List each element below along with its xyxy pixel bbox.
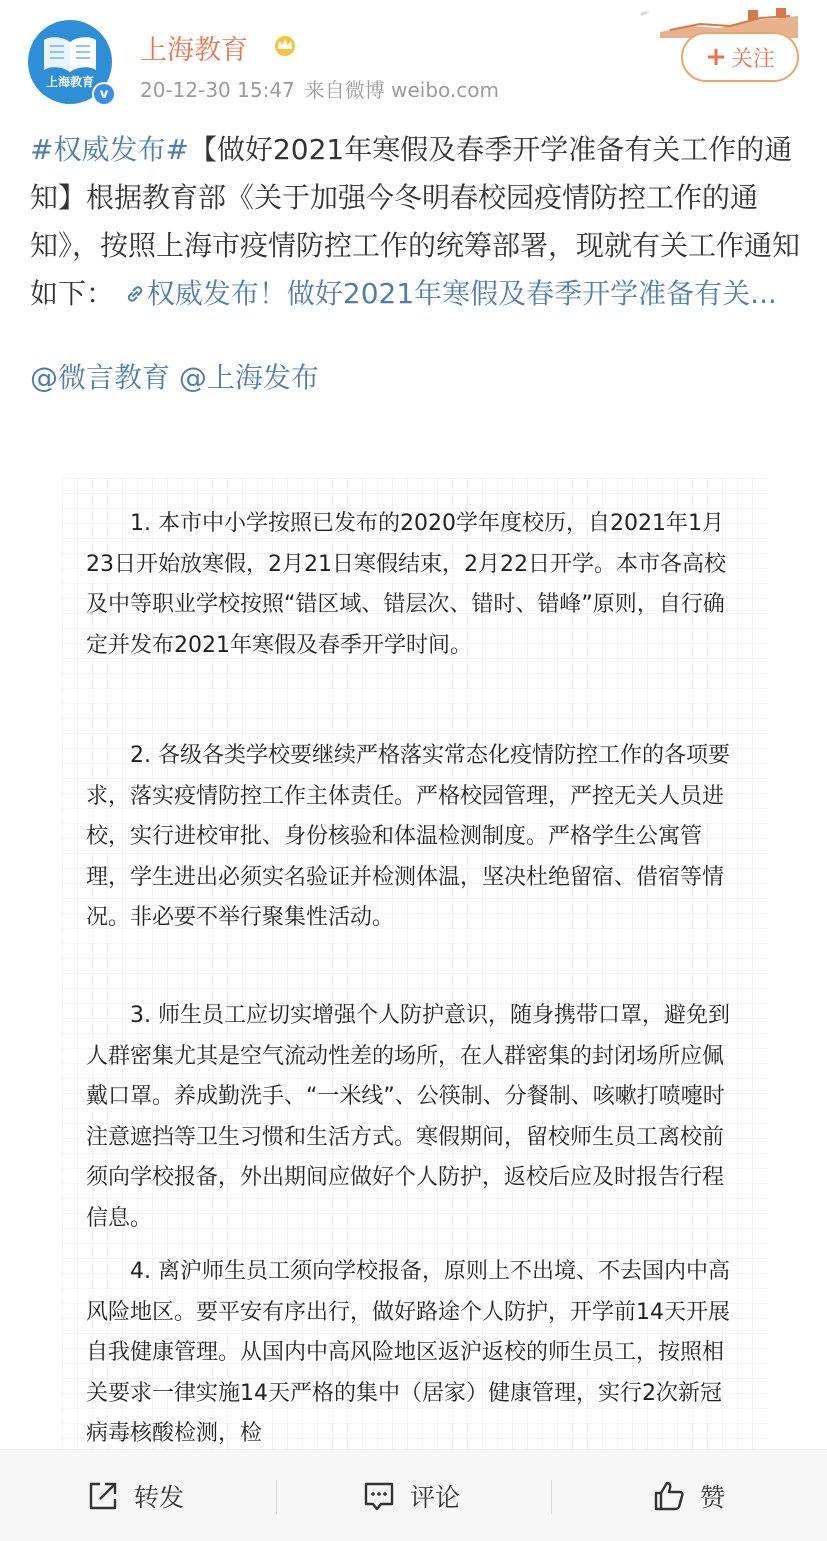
post-text: 【做好2021年寒假及春季开学准备有关工作的通知】根据教育部《关于加强今冬明春校园疫情防控工作的通知》，按照上海市疫情防控工作的统筹部署，现就有关工作通知如下： [30,133,801,310]
avatar-label: 上海教育 [45,75,94,89]
comment-label: 评论 [410,1483,461,1512]
repost-button[interactable] [86,1450,184,1541]
notice-paragraph: 2. 各级各类学校要继续严格落实常态化疫情防控工作的各项要求，落实疫情防控工作主体责任。严格校园管理，严控无关人员进校，实行进校审批、身份核验和体温检测制度。严格学生公寓管理，学生进出必须实名验证并检测体温，坚决杜绝留宿、借宿等情况。非必要不举行聚集性活动。 [86,743,730,930]
notice-paragraph: 3. 师生员工应切实增强个人防护意识，随身携带口罩，避免到人群密集尤其是空气流动性差的场所，在人群密集的封闭场所应佩戴口罩。养成勤洗手、“一米线”、公筷制、分餐制、咳嗽打喷嚏时注意遮挡等卫生习惯和生活方式。寒假期间，留校师生员工离校前须向学校报备，外出期间应做好个人防护，返校后应及时报告行程信息。 [86,1003,730,1231]
follow-button[interactable] [681,32,799,82]
account-name[interactable]: 上海教育 [140,35,248,66]
action-bar [0,1449,827,1541]
divider [276,1480,277,1514]
post-body [30,126,805,318]
notice-paragraph: 4. 离沪师生员工须向学校报备，原则上不出境、不去国内中高风险地区。要平安有序出行，做好路途个人防护，开学前14天开展自我健康管理。从国内中高风险地区返沪返校的师生员工，按照相关要求一律实施14天严格的集中（居家）健康管理，实行2次新冠病毒核酸检测，检 [86,1259,730,1446]
verified-badge-icon: v [92,82,116,106]
timestamp: 20-12-30 15:47 [140,78,295,102]
notice-image[interactable] [62,478,767,1450]
mention-link[interactable]: @微言教育 [30,361,171,394]
crown-icon [272,34,298,56]
mentions [30,356,319,400]
comment-button[interactable] [362,1450,460,1541]
article-link[interactable] [123,277,777,310]
repost-label: 转发 [134,1483,185,1512]
plus-icon: + [705,42,727,72]
like-label: 赞 [700,1483,726,1512]
hashtag-link[interactable]: #权威发布# [30,133,189,166]
notice-paragraph: 1. 本市中小学按照已发布的2020学年度校历，自2021年1月23日开始放寒假，2月21日寒假结束，2月22日开学。本市各高校及中等职业学校按照“错区域、错层次、错时、错峰”原则，自行确定并发布2021年寒假及春季开学时间。 [86,511,726,658]
comment-icon [362,1479,396,1513]
book-icon [42,34,98,74]
post-source: 来自微博 weibo.com [304,78,500,102]
post-header [0,0,827,115]
mention-link[interactable]: @上海发布 [178,361,319,394]
follow-label: 关注 [730,46,775,72]
repost-icon [86,1479,120,1513]
divider [551,1480,552,1514]
post-meta [140,74,499,103]
like-button[interactable] [652,1450,725,1541]
article-link-text: 权威发布！做好2021年寒假及春季开学准备有关... [146,277,777,310]
link-icon [123,282,147,306]
thumbs-up-icon [652,1479,686,1513]
